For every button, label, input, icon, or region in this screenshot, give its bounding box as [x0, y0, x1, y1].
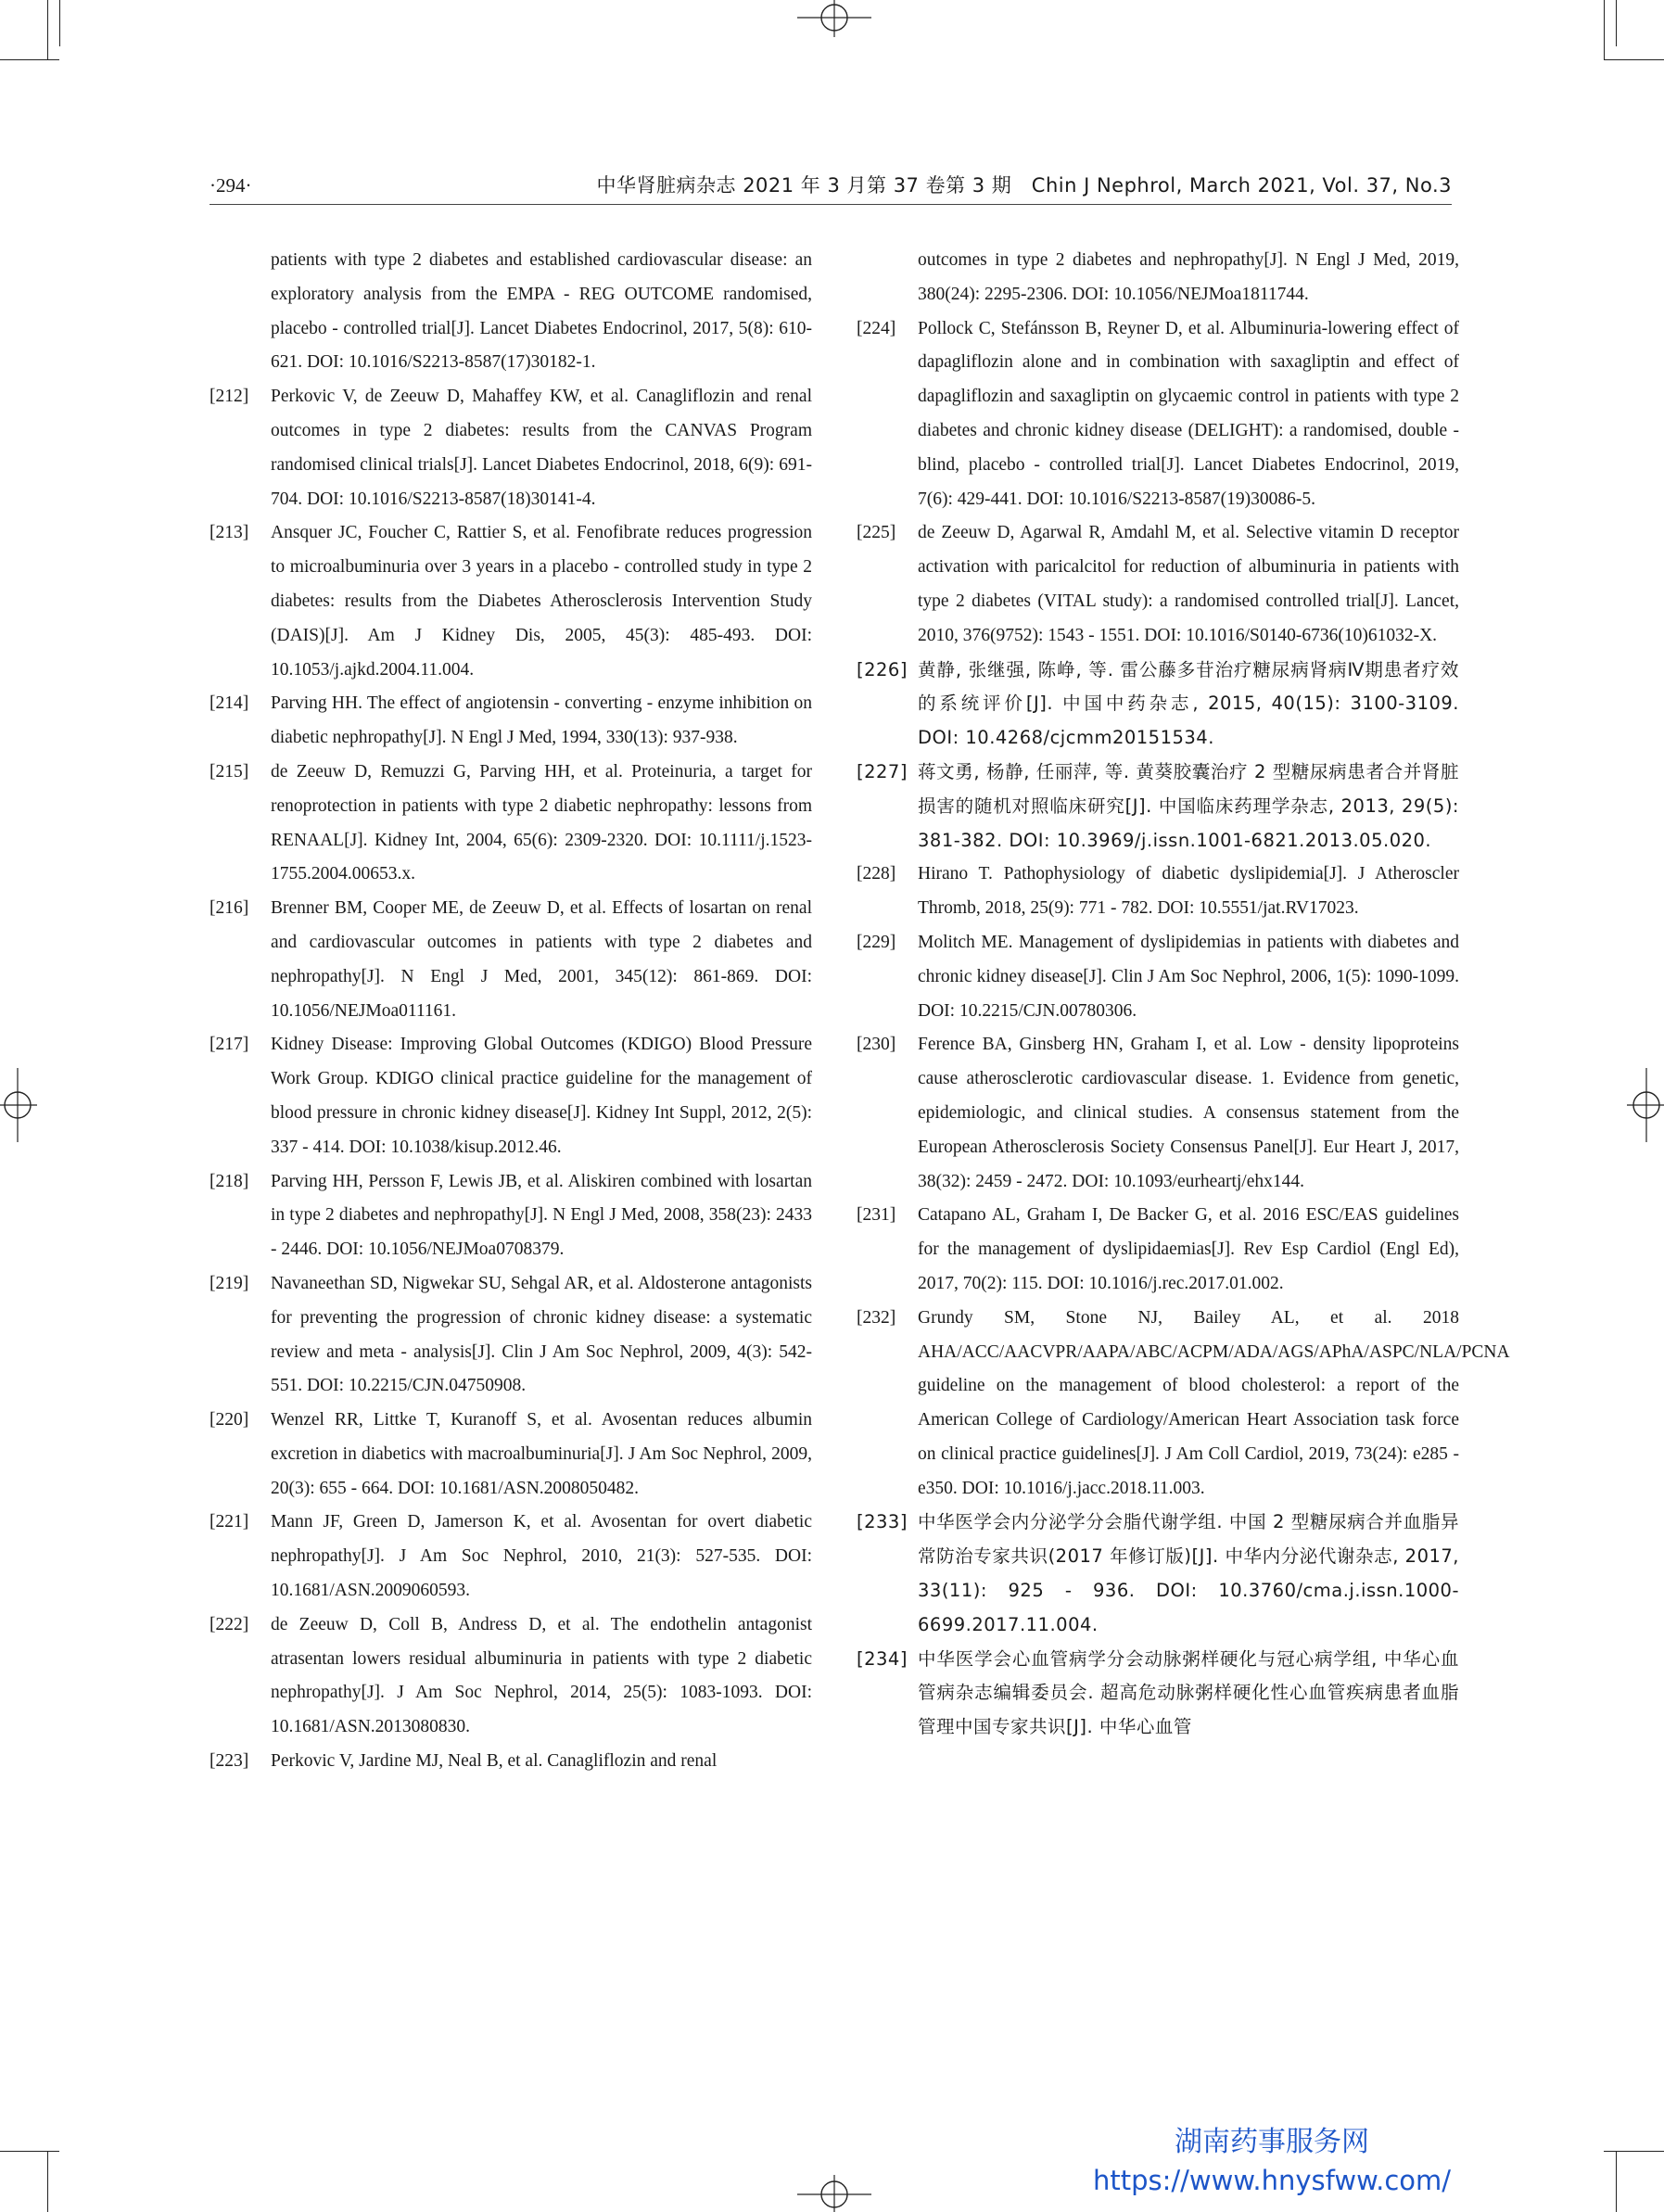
- reference-number: [228]: [857, 864, 896, 884]
- reference-number: [225]: [857, 523, 896, 543]
- crop-mark-bottom-left-v: [47, 2151, 48, 2212]
- reference-text: 中华医学会心血管病学分会动脉粥样硬化与冠心病学组, 中华心血管病杂志编辑委员会. 超高危动脉粥样硬化性心血管疾病患者血脂管理中国专家共识[J]. 中华心血管: [918, 1647, 1459, 1738]
- reference-number: [212]: [210, 387, 249, 407]
- reference-item: [210, 1165, 812, 1267]
- reference-text: Catapano AL, Graham I, De Backer G, et al. 2016 ESC/EAS guidelines for the management of dyslipidaemias[J]. Rev Esp Cardiol (Engl Ed), 2017, 70(2): 115. DOI: 10.1016/j.rec.2017.01.002.: [918, 1205, 1459, 1293]
- reference-item: [210, 516, 812, 687]
- crop-mark-top-right-v: [1604, 0, 1605, 59]
- reference-item: [857, 926, 1459, 1028]
- crop-mark-top-right-v2: [1616, 0, 1617, 46]
- reference-number: [229]: [857, 932, 896, 952]
- watermark: [1086, 2123, 1457, 2199]
- crop-mark-bottom-right-h: [1604, 2151, 1664, 2152]
- watermark-site-name: 湖南药事服务网: [1175, 2126, 1369, 2158]
- registration-mark-left: [0, 1068, 37, 1142]
- crop-mark-top-left-v: [47, 0, 48, 59]
- reference-item: [857, 516, 1459, 653]
- reference-text: Parving HH. The effect of angiotensin - converting - enzyme inhibition on diabetic nephropathy[J]. N Engl J Med, 1994, 330(13): 937-938.: [271, 693, 812, 748]
- registration-mark-top: [797, 0, 871, 37]
- reference-text: Brenner BM, Cooper ME, de Zeeuw D, et al. Effects of losartan on renal and cardiovascular outcomes in patients with type 2 diabetes and nephropathy[J]. N Engl J Med, 2001, 345(12): 861-869. DOI: 10.1056/NEJMoa011161.: [271, 898, 812, 1021]
- reference-text: Molitch ME. Management of dyslipidemias in patients with diabetes and chronic kidney disease[J]. Clin J Am Soc Nephrol, 2006, 1(5): 1090-1099. DOI: 10.2215/CJN.00780306.: [918, 932, 1459, 1021]
- reference-item: [857, 312, 1459, 517]
- page-number: ·294·: [210, 174, 252, 197]
- reference-number: [233]: [857, 1511, 908, 1533]
- crop-mark-top-right-h: [1604, 59, 1664, 60]
- reference-item: [210, 1506, 812, 1608]
- watermark-url[interactable]: https://www.hnysfww.com/: [1092, 2165, 1452, 2196]
- header-rule: [210, 204, 1452, 205]
- crop-mark-bottom-right-v: [1616, 2151, 1617, 2212]
- reference-text: Navaneethan SD, Nigwekar SU, Sehgal AR, et al. Aldosterone antagonists for preventing the progression of chronic kidney disease: a systematic review and meta - analysis[J]. Clin J Am Soc Nephrol, 2009, 4(3): 542-551. DOI: 10.2215/CJN.04750908.: [271, 1273, 812, 1396]
- reference-item: [210, 756, 812, 892]
- crop-mark-top-left-v2: [59, 0, 60, 46]
- reference-item: [210, 1028, 812, 1164]
- reference-item: [210, 1404, 812, 1506]
- reference-text: de Zeeuw D, Remuzzi G, Parving HH, et al. Proteinuria, a target for renoprotection in patients with type 2 diabetic nephropathy: lessons from RENAAL[J]. Kidney Int, 2004, 65(6): 2309-2320. DOI: 10.1111/j.1523-1755.2004.00653.x.: [271, 761, 812, 884]
- reference-text: Pollock C, Stefánsson B, Reyner D, et al. Albuminuria-lowering effect of dapagliflozin alone and in combination with saxagliptin and effect of dapagliflozin and saxagliptin on glycaemic control in patients with type 2 diabetes and chronic kidney disease (DELIGHT): a randomised, double - blind, placebo - controlled trial[J]. Lancet Diabetes Endocrinol, 2019, 7(6): 429-441. DOI: 10.1016/S2213-8587(19)30086-5.: [918, 318, 1459, 509]
- reference-text: de Zeeuw D, Agarwal R, Amdahl M, et al. Selective vitamin D receptor activation with paricalcitol for reduction of albuminuria in patients with type 2 diabetes (VITAL study): a randomised controlled trial[J]. Lancet, 2010, 376(9752): 1543 - 1551. DOI: 10.1016/S0140-6736(10)61032-X.: [918, 523, 1459, 645]
- reference-number: [231]: [857, 1205, 896, 1226]
- reference-text: Grundy SM, Stone NJ, Bailey AL, et al. 2018 AHA/ACC/AACVPR/AAPA/ABC/ACPM/ADA/AGS/APhA/ASPC/NLA/PCNA guideline on the management of blood cholesterol: a report of the American College of Cardiology/American Heart Association task force on clinical practice guidelines[J]. J Am Coll Cardiol, 2019, 73(24): e285 - e350. DOI: 10.1016/j.jacc.2018.11.003.: [918, 1307, 1510, 1498]
- reference-number: [220]: [210, 1410, 249, 1430]
- reference-item: [857, 1028, 1459, 1199]
- reference-text: 蒋文勇, 杨静, 任丽萍, 等. 黄葵胶囊治疗 2 型糖尿病患者合并肾脏损害的随机对照临床研究[J]. 中国临床药理学杂志, 2013, 29(5): 381-382. DOI: 10.3969/j.issn.1001-6821.2013.05.020.: [918, 760, 1459, 851]
- running-header: [210, 170, 1452, 201]
- reference-number: [222]: [210, 1614, 249, 1634]
- reference-text: 黄静, 张继强, 陈峥, 等. 雷公藤多苷治疗糖尿病肾病Ⅳ期患者疗效的系统评价[J]. 中国中药杂志, 2015, 40(15): 3100-3109. DOI: 10.4268/cjcmm20151534.: [918, 658, 1459, 749]
- reference-column-left: [210, 244, 812, 1779]
- reference-text: de Zeeuw D, Coll B, Andress D, et al. The endothelin antagonist atrasentan lowers residual albuminuria in patients with type 2 diabetic nephropathy[J]. J Am Soc Nephrol, 2014, 25(5): 1083-1093. DOI: 10.1681/ASN.2013080830.: [271, 1614, 812, 1737]
- reference-text: outcomes in type 2 diabetes and nephropathy[J]. N Engl J Med, 2019, 380(24): 2295-2306. DOI: 10.1056/NEJMoa1811744.: [918, 250, 1459, 304]
- reference-number: [227]: [857, 760, 908, 782]
- reference-item: [210, 1267, 812, 1404]
- reference-number: [223]: [210, 1751, 249, 1772]
- reference-number: [218]: [210, 1171, 249, 1191]
- reference-number: [232]: [857, 1307, 896, 1328]
- reference-text: Perkovic V, Jardine MJ, Neal B, et al. Canagliflozin and renal: [271, 1751, 718, 1772]
- reference-item: [210, 1608, 812, 1745]
- reference-number: [219]: [210, 1273, 249, 1293]
- reference-text: Kidney Disease: Improving Global Outcomes (KDIGO) Blood Pressure Work Group. KDIGO clinical practice guideline for the management of blood pressure in chronic kidney disease[J]. Kidney Int Suppl, 2012, 2(5): 337 - 414. DOI: 10.1038/kisup.2012.46.: [271, 1035, 812, 1157]
- reference-number: [234]: [857, 1647, 908, 1670]
- reference-text: patients with type 2 diabetes and established cardiovascular disease: an exploratory analysis from the EMPA - REG OUTCOME randomised, placebo - controlled trial[J]. Lancet Diabetes Endocrinol, 2017, 5(8): 610-621. DOI: 10.1016/S2213-8587(17)30182-1.: [271, 250, 812, 373]
- reference-item: [857, 1302, 1510, 1506]
- crop-mark-top-left-h: [0, 59, 59, 60]
- reference-text: Parving HH, Persson F, Lewis JB, et al. Aliskiren combined with losartan in type 2 diabetes and nephropathy[J]. N Engl J Med, 2008, 358(23): 2433 - 2446. DOI: 10.1056/NEJMoa0708379.: [271, 1171, 812, 1260]
- journal-citation: 中华肾脏病杂志 2021 年 3 月第 37 卷第 3 期 Chin J Nephrol, March 2021, Vol. 37, No.3: [596, 174, 1452, 197]
- crop-mark-bottom-left-h: [0, 2151, 59, 2152]
- reference-text: Wenzel RR, Littke T, Kuranoff S, et al. Avosentan reduces albumin excretion in diabetics with macroalbuminuria[J]. J Am Soc Nephrol, 2009, 20(3): 655 - 664. DOI: 10.1681/ASN.2008050482.: [271, 1410, 812, 1498]
- reference-text: Ference BA, Ginsberg HN, Graham I, et al. Low - density lipoproteins cause atherosclerotic cardiovascular disease. 1. Evidence from genetic, epidemiologic, and clinical studies. A consensus statement from the European Atherosclerosis Society Consensus Panel[J]. Eur Heart J, 2017, 38(32): 2459 - 2472. DOI: 10.1093/eurheartj/ehx144.: [918, 1035, 1459, 1191]
- reference-number: [214]: [210, 693, 249, 714]
- reference-item: [210, 244, 812, 380]
- reference-number: [221]: [210, 1512, 249, 1532]
- registration-mark-right: [1627, 1068, 1664, 1142]
- reference-text: 中华医学会内分泌学分会脂代谢学组. 中国 2 型糖尿病合并血脂异常防治专家共识(2017 年修订版)[J]. 中华内分泌代谢杂志, 2017, 33(11): 925 - 936. DOI: 10.3760/cma.j.issn.1000-6699.2017.11.004.: [918, 1511, 1459, 1635]
- reference-number: [226]: [857, 658, 908, 680]
- reference-item: [857, 1506, 1459, 1642]
- reference-text: Ansquer JC, Foucher C, Rattier S, et al. Fenofibrate reduces progression to microalbuminuria over 3 years in a placebo - controlled study in type 2 diabetes: results from the Diabetes Atherosclerosis Intervention Study (DAIS)[J]. Am J Kidney Dis, 2005, 45(3): 485-493. DOI: 10.1053/j.ajkd.2004.11.004.: [271, 523, 812, 680]
- reference-number: [224]: [857, 318, 896, 338]
- reference-item: [857, 1199, 1459, 1301]
- reference-number: [230]: [857, 1035, 896, 1055]
- reference-item: [857, 244, 1459, 312]
- reference-text: Hirano T. Pathophysiology of diabetic dyslipidemia[J]. J Atheroscler Thromb, 2018, 25(9): 771 - 782. DOI: 10.5551/jat.RV17023.: [918, 864, 1459, 919]
- reference-text: Mann JF, Green D, Jamerson K, et al. Avosentan for overt diabetic nephropathy[J]. J Am Soc Nephrol, 2010, 21(3): 527-535. DOI: 10.1681/ASN.2009060593.: [271, 1512, 812, 1601]
- reference-column-right: [857, 244, 1510, 1745]
- reference-item: [210, 1745, 812, 1779]
- reference-item: [210, 380, 812, 516]
- reference-number: [217]: [210, 1035, 249, 1055]
- reference-number: [216]: [210, 898, 249, 919]
- reference-text: Perkovic V, de Zeeuw D, Mahaffey KW, et al. Canagliflozin and renal outcomes in type 2 diabetes: results from the CANVAS Program randomised clinical trials[J]. Lancet Diabetes Endocrinol, 2018, 6(9): 691-704. DOI: 10.1016/S2213-8587(18)30141-4.: [271, 387, 812, 509]
- reference-item: [857, 654, 1459, 756]
- registration-mark-bottom: [797, 2175, 871, 2212]
- reference-item: [857, 756, 1459, 858]
- reference-number: [215]: [210, 761, 249, 782]
- reference-item: [210, 892, 812, 1028]
- reference-number: [213]: [210, 523, 249, 543]
- reference-item: [857, 1643, 1459, 1745]
- reference-item: [210, 687, 812, 756]
- reference-item: [857, 858, 1459, 926]
